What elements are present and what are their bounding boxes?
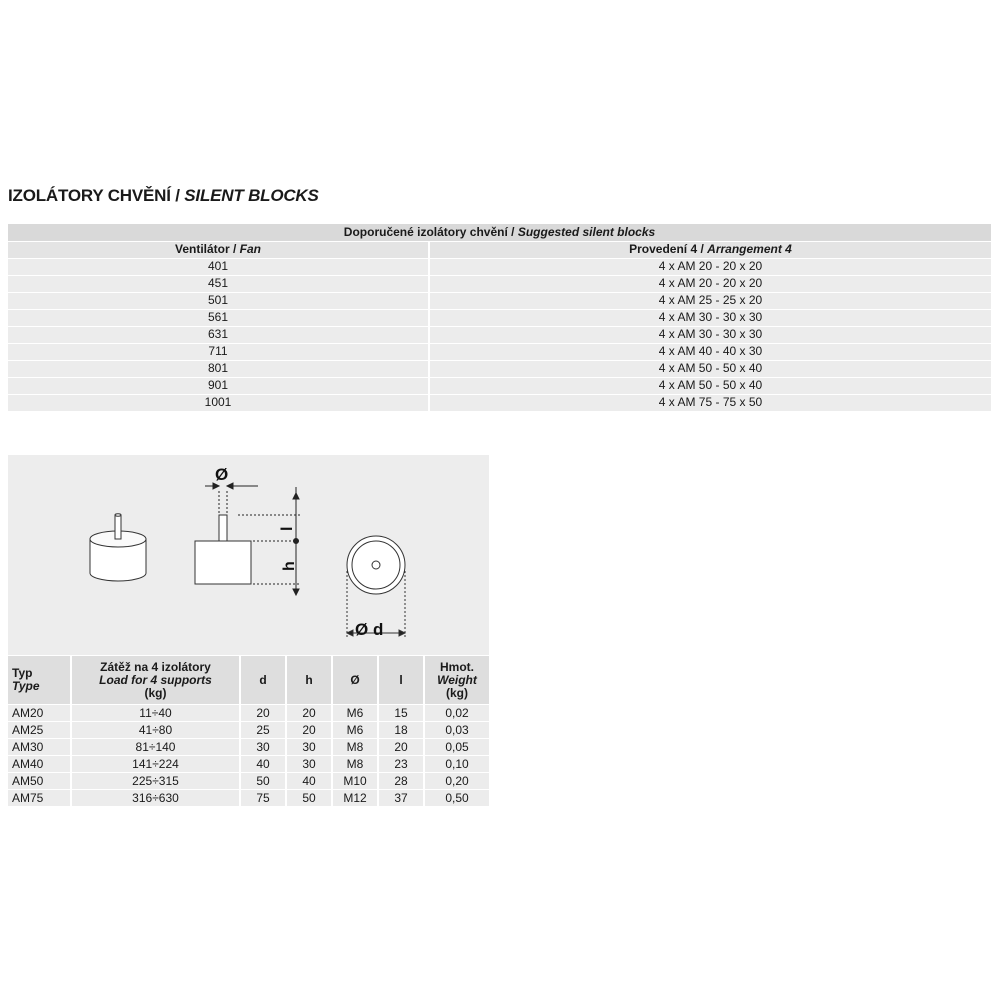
arrangement-cell: 4 x AM 40 - 40 x 30 [430,343,991,360]
table-row [8,360,991,377]
arrangement-cell: 4 x AM 50 - 50 x 40 [430,377,991,394]
table1-header-row [8,241,991,258]
h-label: h [281,561,298,571]
l-cell: 37 [379,790,425,807]
weight-cell: 0,02 [425,705,489,722]
fan-cell: 631 [8,326,430,343]
silent-block-figure [8,455,489,655]
l-cell: 20 [379,739,425,756]
dia-cell: M6 [333,705,379,722]
d-cell: 20 [241,705,287,722]
h-cell: 20 [287,705,333,722]
col-arrangement-header: Provedení 4 / Arrangement 4 [430,241,991,258]
fan-cell: 451 [8,275,430,292]
table1-caption: Doporučené izolátory chvění / Suggested silent blocks [8,224,991,241]
table-row [8,343,991,360]
arrangement-cell: 4 x AM 25 - 25 x 20 [430,292,991,309]
table-row [8,394,991,411]
table-row [8,309,991,326]
h-cell: 40 [287,773,333,790]
arrangement-cell: 4 x AM 30 - 30 x 30 [430,309,991,326]
type-cell: AM75 [8,790,72,807]
dia-cell: M8 [333,756,379,773]
fan-cell: 711 [8,343,430,360]
col-fan-header: Ventilátor / Fan [8,241,430,258]
l-label: l [279,526,296,531]
table-row [8,326,991,343]
arrangement-cell: 4 x AM 75 - 75 x 50 [430,394,991,411]
d-cell: 50 [241,773,287,790]
l-cell: 23 [379,756,425,773]
col-type-header: Typ Type [8,656,72,705]
h-cell: 30 [287,756,333,773]
l-cell: 18 [379,722,425,739]
dia-dimension [205,483,258,513]
table-row [8,756,489,773]
title-main: IZOLÁTORY CHVĚNÍ / [8,186,185,205]
l-cell: 15 [379,705,425,722]
type-cell: AM40 [8,756,72,773]
table-row [8,258,991,275]
weight-cell: 0,50 [425,790,489,807]
load-cell: 225÷315 [72,773,241,790]
fan-cell: 501 [8,292,430,309]
weight-cell: 0,05 [425,739,489,756]
load-cell: 41÷80 [72,722,241,739]
col-h-header: h [287,656,333,705]
l-cell: 28 [379,773,425,790]
fan-cell: 801 [8,360,430,377]
type-cell: AM20 [8,705,72,722]
d-label: Ø d [355,620,384,639]
col-weight-header: Hmot. Weight (kg) [425,656,489,705]
table-row [8,377,991,394]
load-cell: 81÷140 [72,739,241,756]
dimension-drawing [8,455,489,655]
weight-cell: 0,20 [425,773,489,790]
load-cell: 11÷40 [72,705,241,722]
suggested-blocks-table [8,224,991,411]
table-row [8,739,489,756]
dia-cell: M10 [333,773,379,790]
h-cell: 50 [287,790,333,807]
d-cell: 25 [241,722,287,739]
dimensions-table [8,656,489,807]
load-cell: 316÷630 [72,790,241,807]
dia-symbol-label: Ø [215,465,229,484]
page-title [8,186,319,206]
col-load-header: Zátěž na 4 izolátory Load for 4 supports (kg) [72,656,241,705]
load-cell: 141÷224 [72,756,241,773]
table2-header-row [8,656,489,705]
table-row [8,275,991,292]
fan-cell: 901 [8,377,430,394]
arrangement-cell: 4 x AM 20 - 20 x 20 [430,258,991,275]
dia-cell: M12 [333,790,379,807]
weight-cell: 0,10 [425,756,489,773]
table-row [8,292,991,309]
arrangement-cell: 4 x AM 50 - 50 x 40 [430,360,991,377]
table-row [8,722,489,739]
iso-block-drawing [90,514,146,581]
d-cell: 75 [241,790,287,807]
dia-cell: M6 [333,722,379,739]
table-row [8,705,489,722]
col-d-header: d [241,656,287,705]
table1-caption-row [8,224,991,241]
d-cell: 30 [241,739,287,756]
type-cell: AM50 [8,773,72,790]
dia-cell: M8 [333,739,379,756]
fan-cell: 1001 [8,394,430,411]
arrangement-cell: 4 x AM 20 - 20 x 20 [430,275,991,292]
side-view-drawing [195,515,251,584]
col-dia-header: Ø [333,656,379,705]
d-cell: 40 [241,756,287,773]
type-cell: AM30 [8,739,72,756]
h-cell: 20 [287,722,333,739]
title-italic: SILENT BLOCKS [184,186,319,205]
h-cell: 30 [287,739,333,756]
weight-cell: 0,03 [425,722,489,739]
fan-cell: 561 [8,309,430,326]
table-row [8,773,489,790]
fan-cell: 401 [8,258,430,275]
col-l-header: l [379,656,425,705]
type-cell: AM25 [8,722,72,739]
arrangement-cell: 4 x AM 30 - 30 x 30 [430,326,991,343]
table-row [8,790,489,807]
